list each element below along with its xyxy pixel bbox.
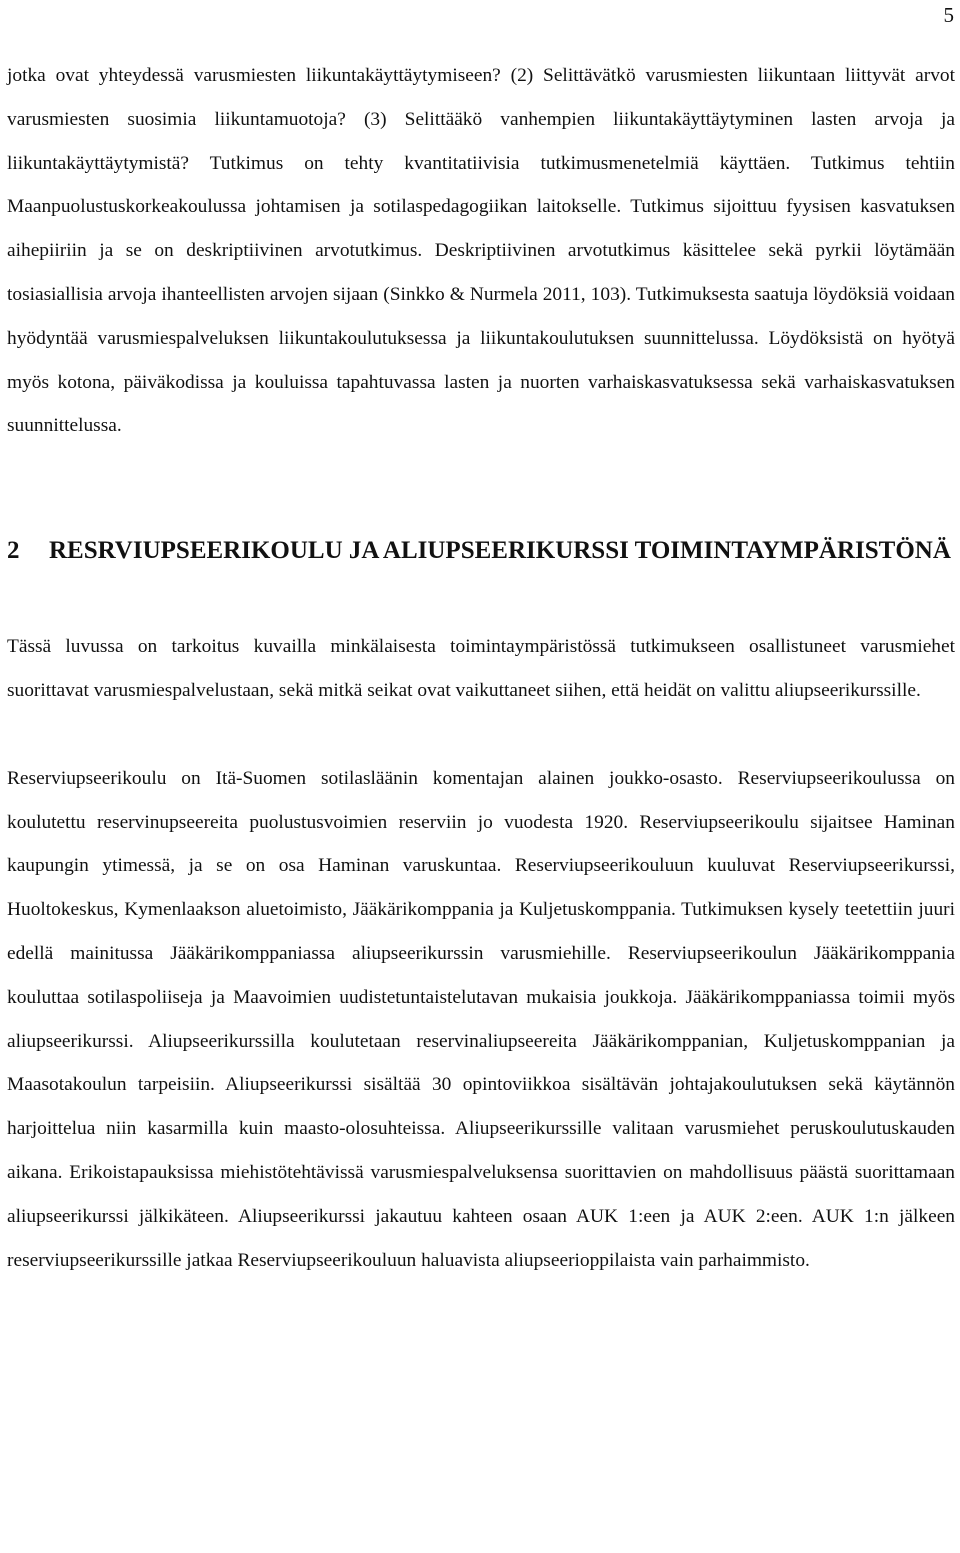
intro-paragraph: jotka ovat yhteydessä varusmiesten liikuntakäyttäytymiseen? (2) Selittävätkö varusmiesten liikuntaan liittyvät arvot varusmiesten suosimia liikuntamuotoja? (3) Selittääkö vanhempien liikuntakäyttäytyminen lasten arvoja ja liikuntakäyttäytymistä? Tutkimus on tehty kvantitatiivisia tutkimusmenetelmiä käyttäen. Tutkimus tehtiin Maanpuolustuskorkeakoulussa johtamisen ja sotilaspedagogiikan laitokselle. Tutkimus sijoittuu fyysisen kasvatuksen aihepiiriin ja se on deskriptiivinen arvotutkimus. Deskriptiivinen arvotutkimus käsittelee sekä pyrkii löytämään tosiasiallisia arvoja ihanteellisten arvojen sijaan (Sinkko & Nurmela 2011, 103). Tutkimuksesta saatuja löydöksiä voidaan hyödyntää varusmiespalveluksen liikuntakoulutuksessa ja liikuntakoulutuksen suunnittelussa. Löydöksistä on hyötyä myös kotona, päiväkodissa ja kouluissa tapahtuvassa lasten ja nuorten varhaiskasvatuksessa sekä varhaiskasvatuksen suunnittelussa.: [7, 65, 955, 437]
section-body-paragraph: Reserviupseerikoulu on Itä-Suomen sotilasläänin komentajan alainen joukko-osasto. Reserviupseerikoulussa on koulutettu reservinupseereita puolustusvoimien reserviin jo vuodesta 1920. Reserviupseerikoulu sijaitsee Haminan kaupungin ytimessä, ja se on osa Haminan varuskuntaa. Reserviupseerikouluun kuuluvat Reserviupseerikurssi, Huoltokeskus, Kymenlaakson aluetoimisto, Jääkärikomppania ja Kuljetuskomppania. Tutkimuksen kysely teetettiin juuri edellä mainitussa Jääkärikomppaniassa aliupseerikurssin varusmiehille. Reserviupseerikoulun Jääkärikomppania kouluttaa sotilaspoliiseja ja Maavoimien uudistetuntaistelutavan mukaisia joukkoja. Jääkärikomppaniassa toimii myös aliupseerikurssi. Aliupseerikurssilla koulutetaan reservinaliupseereita Jääkärikomppanian, Kuljetuskomppanian ja Maasotakoulun tarpeisiin. Aliupseerikurssi sisältää 30 opintoviikkoa sisältävän johtajakoulutuksen sekä käytännön harjoittelua niin kasarmilla kuin maasto-olosuhteissa. Aliupseerikurssille valitaan varusmiehet peruskoulutuskauden aikana. Erikoistapauksissa miehistötehtävissä varusmiespalveluksensa suorittavien on mahdollisuus päästä suorittamaan aliupseerikurssi jälkikäteen. Aliupseerikurssi jakautuu kahteen osaan AUK 1:een ja AUK 2:een. AUK 1:n jälkeen reserviupseerikurssille jatkaa Reserviupseerikouluun haluavista aliupseerioppilaista vain parhaimmisto.: [7, 767, 955, 1271]
heading-spacer: [7, 577, 955, 625]
page-number: 5: [943, 3, 954, 27]
page-content: [7, 54, 955, 1282]
section-title: RESRVIUPSEERIKOULU JA ALIUPSEERIKURSSI TOIMINTAYMPÄRISTÖNÄ: [49, 537, 951, 565]
section-heading: [7, 525, 955, 577]
paragraph-spacer: [7, 713, 955, 757]
section-number: 2: [7, 537, 20, 565]
section-intro-paragraph: Tässä luvussa on tarkoitus kuvailla minkälaisesta toimintaympäristössä tutkimukseen osallistuneet varusmiehet suorittavat varusmiespalvelustaan, sekä mitkä seikat ovat vaikuttaneet siihen, että heidät on valittu aliupseerikurssille.: [7, 636, 955, 701]
section-spacer: [7, 448, 955, 525]
